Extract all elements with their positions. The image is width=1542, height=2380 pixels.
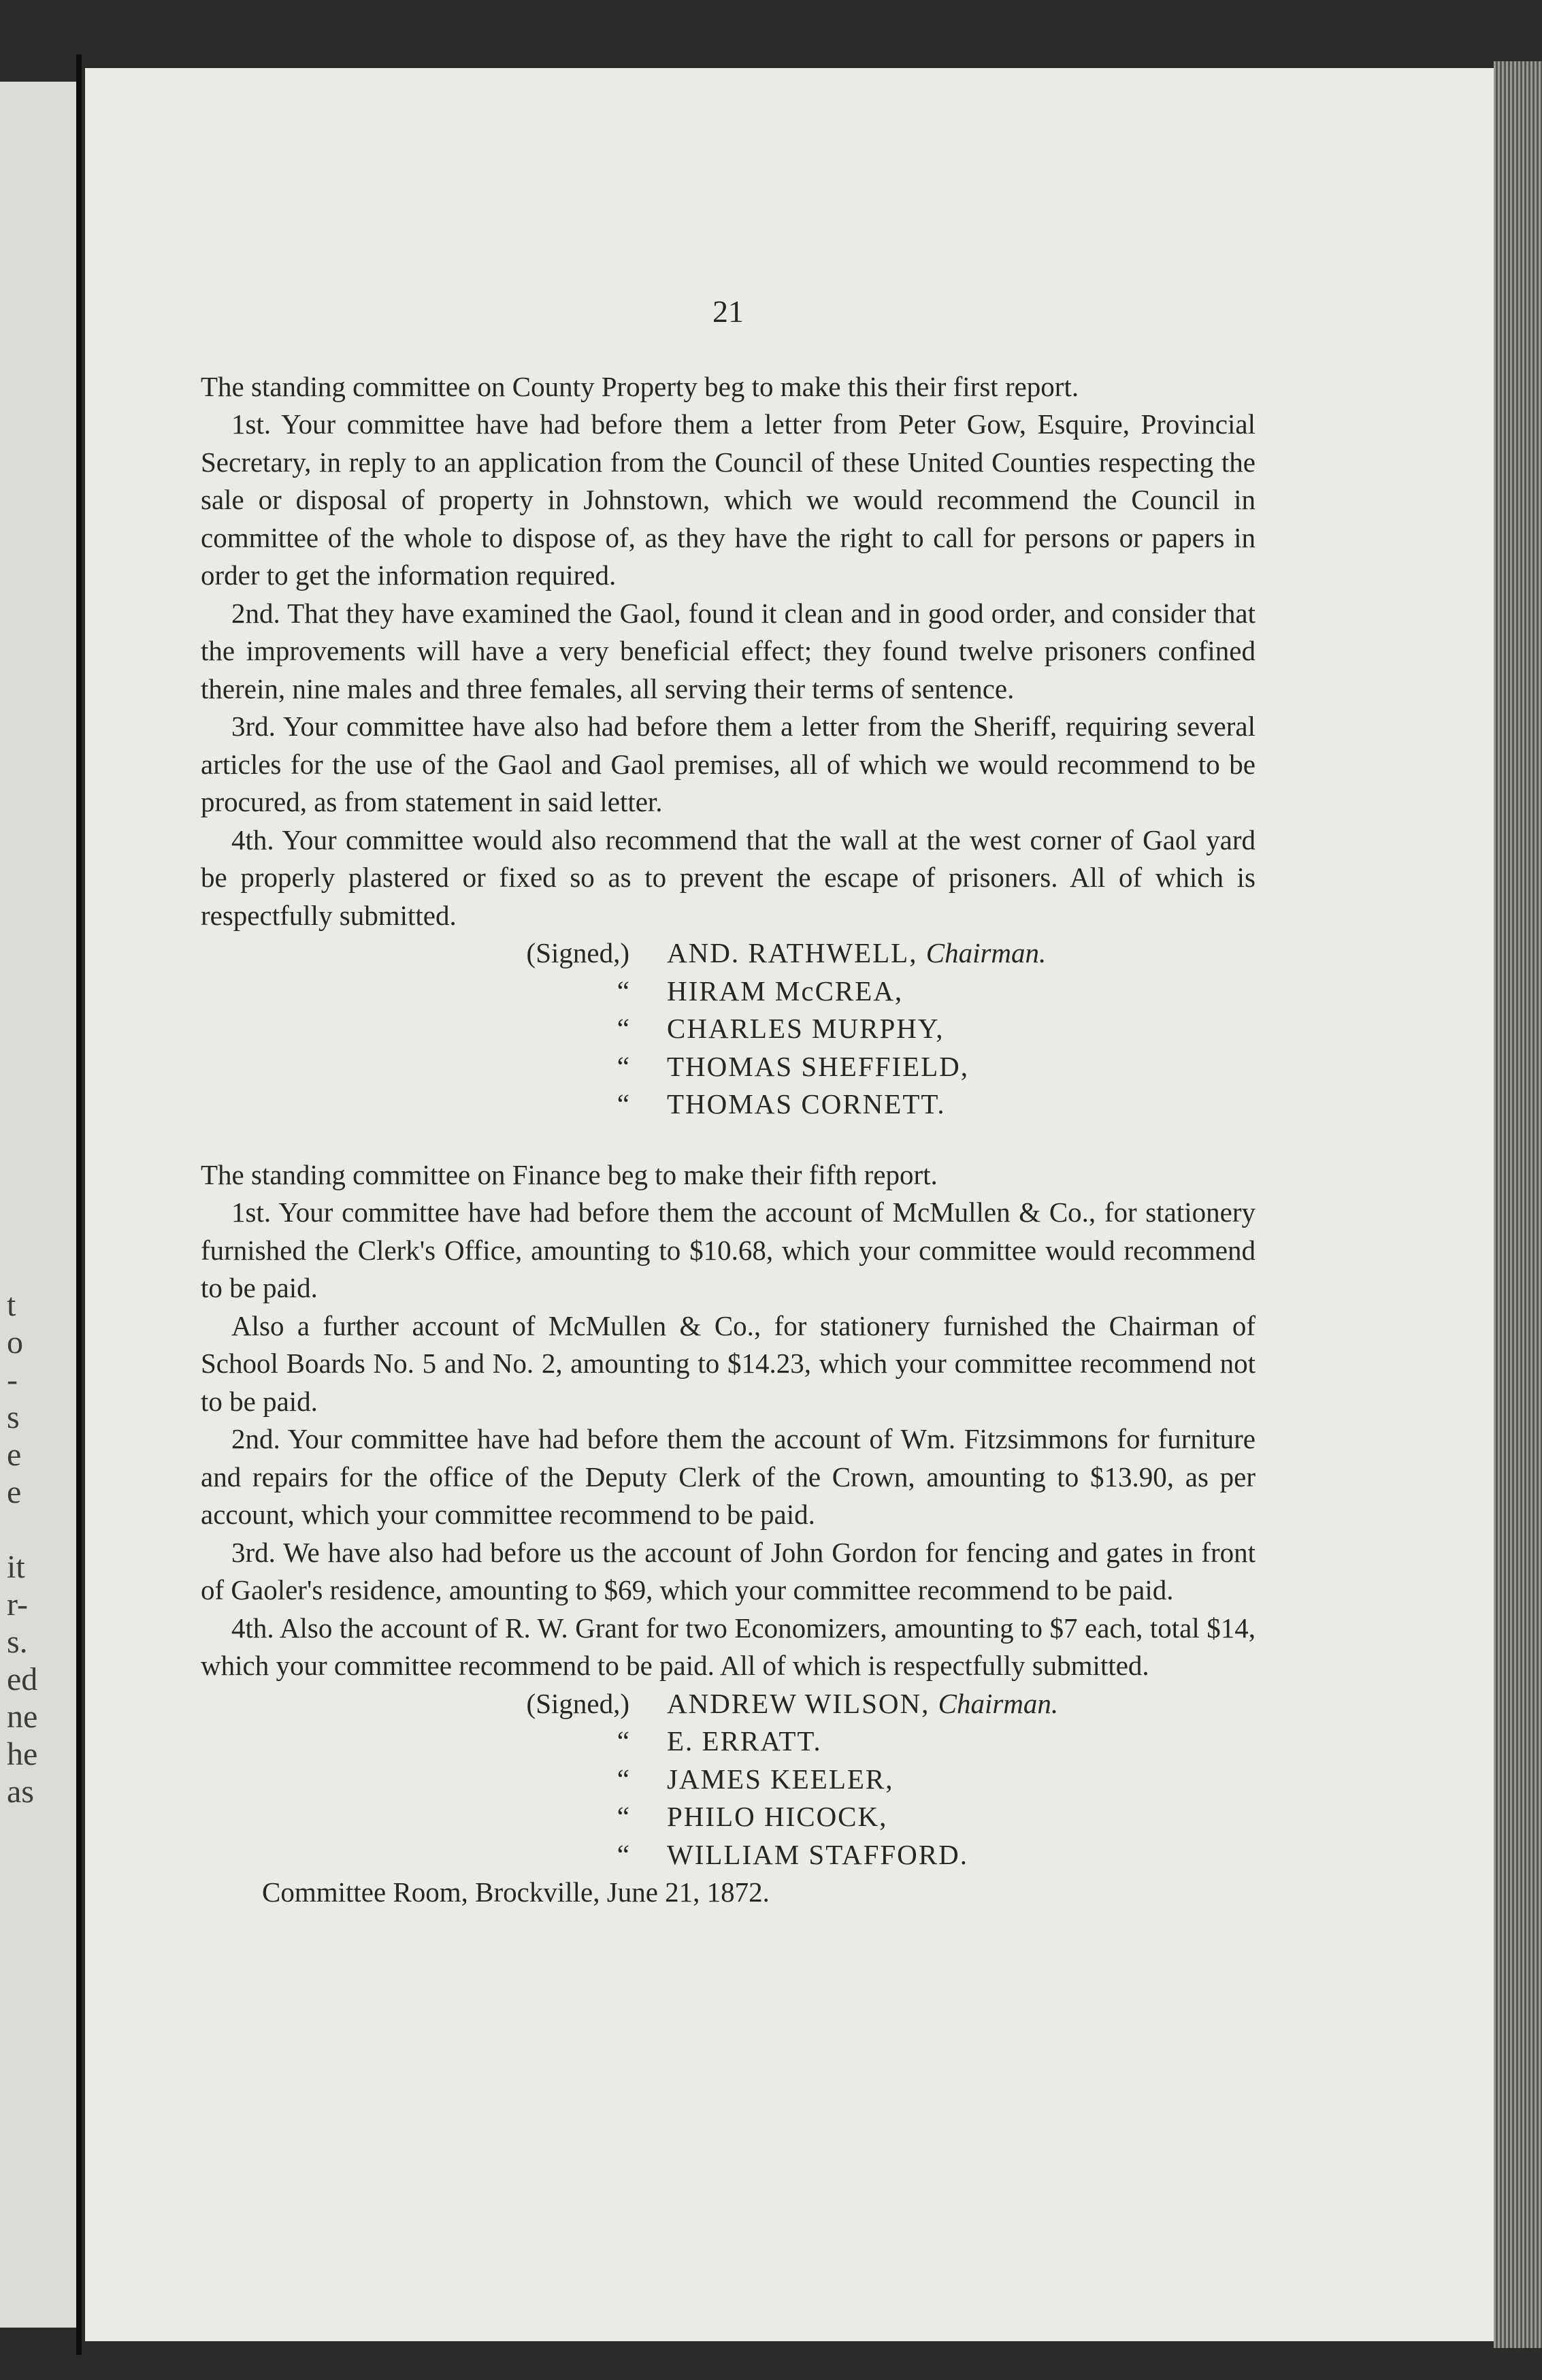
left-page-fragment: e bbox=[7, 1474, 22, 1510]
report-paragraph: 3rd. Your committee have also had before them a letter from the Sheriff, requiring several articles for the use of the Gaol and Gaol premises, all of which we would recommend to be procured, as from statement in said letter. bbox=[201, 711, 1256, 817]
ditto-mark: “ bbox=[617, 1763, 629, 1795]
left-page-fragment: as bbox=[7, 1774, 34, 1810]
left-page-fragment: t bbox=[7, 1287, 16, 1323]
left-page-fragment: ne bbox=[7, 1699, 38, 1735]
signatory-role: Chairman. bbox=[925, 937, 1047, 968]
report-paragraph: 1st. Your committee have had before them a letter from Peter Gow, Esquire, Provincial Secretary, in reply to an application from the Council of these United Counties respecting the sale or disposal of property in Johnstown, which we would recommend the Council in committee of the whole to dispose of, as they have the right to call for persons or papers in order to get the information required. bbox=[201, 408, 1256, 591]
signatory-name bbox=[667, 1685, 1256, 1723]
left-page-fragment: he bbox=[7, 1736, 38, 1772]
left-page-fragment: it bbox=[7, 1549, 25, 1585]
left-page-fragment: o bbox=[7, 1324, 23, 1360]
left-page-fragment: s bbox=[7, 1399, 20, 1435]
signatory-role: Chairman. bbox=[938, 1687, 1059, 1719]
signatory-name: CHARLES MURPHY, bbox=[667, 1013, 945, 1044]
signature-row bbox=[201, 1761, 1256, 1799]
ditto-mark: “ bbox=[617, 1088, 629, 1120]
closing-line: Committee Room, Brockville, June 21, 1872. bbox=[262, 1876, 770, 1908]
signatory-name: PHILO HICOCK, bbox=[667, 1801, 888, 1832]
report-paragraph: 2nd. That they have examined the Gaol, found it clean and in good order, and consider that the improvements will have a very beneficial effect; they found twelve prisoners confined therein, nine males and three females, all serving their terms of sentence. bbox=[201, 597, 1256, 704]
signatory-name: THOMAS SHEFFIELD, bbox=[667, 1050, 970, 1082]
signature-block bbox=[201, 1685, 1256, 1874]
report-paragraph: 1st. Your committee have had before them the account of McMullen & Co., for stationery furnished the Clerk's Office, amounting to $10.68, which your committee would recommend to be paid. bbox=[201, 1196, 1256, 1303]
previous-page-margin bbox=[0, 82, 78, 2328]
signature-row bbox=[201, 1048, 1256, 1086]
report-paragraph: Also a further account of McMullen & Co., for stationery furnished the Chairman of School Boards No. 5 and No. 2, amounting to $14.23, which your committee recommend not to be paid. bbox=[201, 1309, 1256, 1417]
signature-row bbox=[201, 1836, 1256, 1874]
signatory-name-text: ANDREW WILSON, bbox=[667, 1687, 930, 1719]
book-gutter bbox=[76, 54, 82, 2355]
signature-row bbox=[201, 973, 1256, 1011]
ditto-mark: “ bbox=[617, 975, 629, 1007]
signatory-name: E. ERRATT. bbox=[667, 1725, 822, 1757]
left-page-fragment: - bbox=[7, 1362, 18, 1398]
ditto-mark: “ bbox=[617, 1838, 629, 1870]
signature-block bbox=[201, 934, 1256, 1124]
signature-row bbox=[201, 1685, 1256, 1723]
signature-row bbox=[201, 1010, 1256, 1048]
signatory-name: THOMAS CORNETT. bbox=[667, 1088, 946, 1120]
ditto-mark: “ bbox=[617, 1801, 629, 1832]
signature-lead: (Signed,) bbox=[526, 937, 629, 968]
ditto-mark: “ bbox=[617, 1013, 629, 1044]
report-intro: The standing committee on Finance beg to make their fifth report. bbox=[201, 1158, 938, 1190]
signatory-name: WILLIAM STAFFORD. bbox=[667, 1838, 968, 1870]
signatory-name: HIRAM McCREA, bbox=[667, 975, 904, 1007]
signature-row bbox=[201, 1798, 1256, 1836]
page-stack-edge bbox=[1494, 61, 1542, 2348]
page-text bbox=[201, 293, 1256, 1912]
left-page-fragment: r- bbox=[7, 1586, 29, 1623]
signature-row bbox=[201, 1086, 1256, 1124]
signatory-name-text: AND. RATHWELL, bbox=[667, 937, 918, 968]
signature-row bbox=[201, 934, 1256, 973]
signature-row bbox=[201, 1723, 1256, 1761]
report-intro: The standing committee on County Property beg to make this their first report. bbox=[201, 370, 1079, 402]
signatory-name: JAMES KEELER, bbox=[667, 1763, 894, 1795]
left-page-fragment: ed bbox=[7, 1661, 38, 1697]
report-paragraph: 2nd. Your committee have had before them the account of Wm. Fitzsimmons for furniture and repairs for the office of the Deputy Clerk of the Crown, amounting to $13.90, as per account, which your committee recommend to be paid. bbox=[201, 1423, 1256, 1530]
ditto-mark: “ bbox=[617, 1050, 629, 1082]
left-page-fragment: s. bbox=[7, 1624, 28, 1660]
signature-lead: (Signed,) bbox=[526, 1687, 629, 1719]
report-paragraph: 3rd. We have also had before us the account of John Gordon for fencing and gates in front of Gaoler's residence, amounting to $69, which your committee recommend to be paid. bbox=[201, 1536, 1256, 1605]
page-number: 21 bbox=[712, 294, 744, 329]
left-page-fragment: e bbox=[7, 1437, 22, 1473]
ditto-mark: “ bbox=[617, 1725, 629, 1757]
signatory-name bbox=[667, 934, 1256, 973]
report-paragraph: 4th. Your committee would also recommend that the wall at the west corner of Gaol yard be properly plastered or fixed so as to prevent the escape of prisoners. All of which is respectfully submitted. bbox=[201, 824, 1256, 931]
report-paragraph: 4th. Also the account of R. W. Grant for two Economizers, amounting to $7 each, total $14, which your committee recommend to be paid. All of which is respectfully submitted. bbox=[201, 1612, 1256, 1681]
